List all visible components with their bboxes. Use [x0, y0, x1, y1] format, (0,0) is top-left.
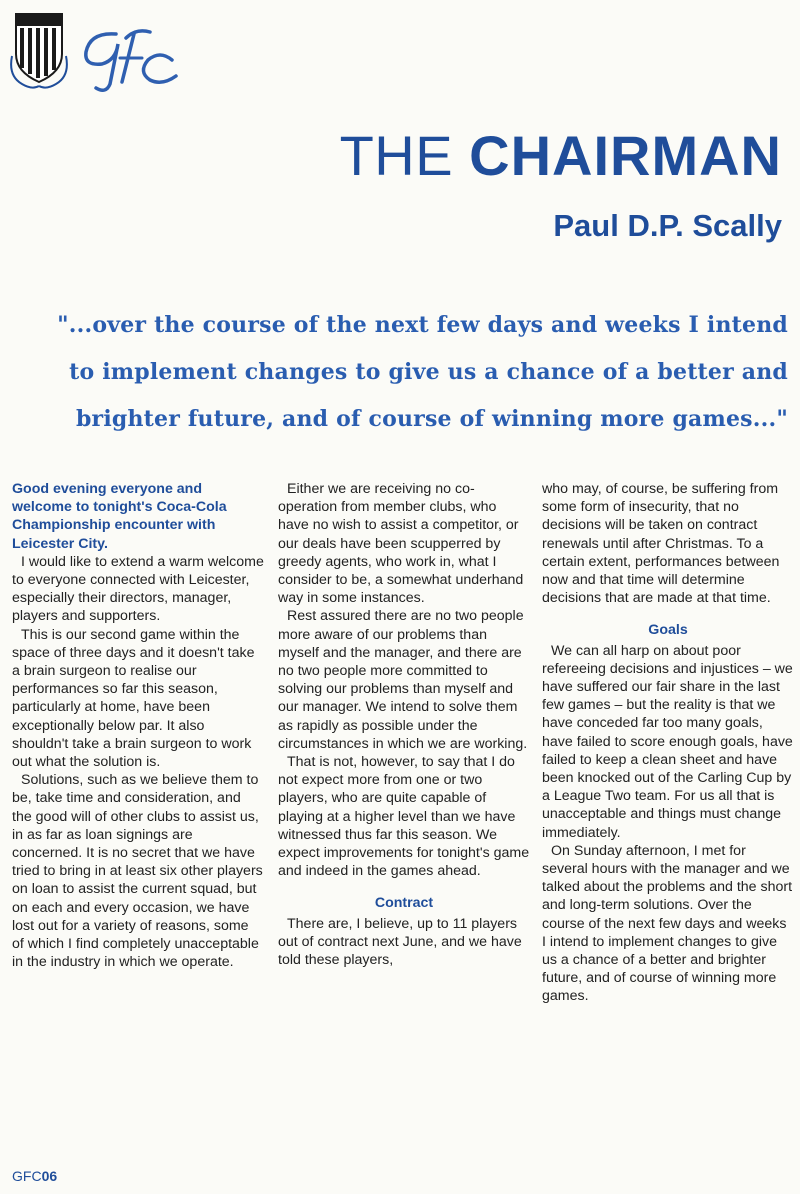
article-paragraph: Rest assured there are no two people more aware of our problems than myself and the manager, and there are no two people more committed to solving our problems than myself and our manager. We intend to solve them as rapidly as possible under the circumstances in which we are working.: [278, 608, 528, 752]
article-column-1: [12, 480, 264, 971]
article-column-2: [278, 480, 530, 969]
pull-quote-line: brighter future, and of course of winning more games...": [75, 406, 788, 432]
pull-quote-line: to implement changes to give us a chance of a better and: [69, 359, 788, 385]
article-paragraph: That is not, however, to say that I do not expect more from one or two players, who are quite capable of playing at a higher level than we have witnessed thus far this season. We expect improvements for tonight's game and indeed in the games ahead.: [278, 754, 530, 880]
article-paragraph: who may, of course, be suffering from some form of insecurity, that no decisions will be taken on contract renewals until after Christmas. To a certain extent, performances between now and that time will determine decisions that are made at that time.: [542, 481, 780, 607]
section-heading-goals: Goals: [648, 622, 688, 639]
page-title: [339, 124, 782, 187]
section-heading-contract: Contract: [374, 895, 434, 912]
page-number: [12, 1168, 57, 1184]
article-column-3: [542, 480, 794, 1006]
article-lead: Good evening everyone and welcome to tonight's Coca-Cola Championship encounter with Leicester City.: [12, 481, 227, 552]
article-paragraph: On Sunday afternoon, I met for several hours with the manager and we talked about the problems and the short and long-term solutions. Over the course of the next few days and weeks I intend to implement changes to give us a chance of a better and brighter future, and of course of winning more games.: [542, 842, 793, 1005]
club-crest-logo: [8, 6, 70, 92]
pull-quote: [8, 302, 788, 443]
article-paragraph: I would like to extend a warm welcome to everyone connected with Leicester, especially their directors, manager, players and supporters.: [12, 553, 264, 625]
article-paragraph: This is our second game within the space of three days and it doesn't take a brain surgeon to realise our performances so far this season, particularly at home, have been exceptionally below par. It also shouldn't take a brain surgeon to work out what the solution is.: [12, 626, 255, 771]
article-paragraph: We can all harp on about poor refereeing decisions and injustices – we have suffered our fair share in the last few games – but the reality is that we have conceded far too many goals, have failed to score enough goals, have failed to keep a clean sheet and have been knocked out of the Carling Cup by a League Two team. For us all that is unacceptable and things must change immediately.: [542, 642, 793, 841]
title-light: THE: [339, 124, 470, 187]
article-paragraph: Solutions, such as we believe them to be, take time and consideration, and the good will of other clubs to assist us, in as far as loan signings are concerned. It is no secret that we have tried to bring in at least six other players on loan to assist the current squad, but on each and every occasion, we have lost out for a variety of reasons, some of which I find completely unacceptable in the industry in which we operate.: [12, 772, 263, 971]
folio-prefix: GFC: [12, 1168, 42, 1184]
article-paragraph: Either we are receiving no co-operation from member clubs, who have no wish to assist a competitor, or our deals have been scupperred by greedy agents, who work in, what I consider to be, a somewhat underhand way in some instances.: [278, 481, 524, 607]
title-bold: CHAIRMAN: [469, 124, 782, 187]
article-paragraph: There are, I believe, up to 11 players out of contract next June, and we have told these players,: [278, 915, 522, 969]
pull-quote-line: "...over the course of the next few days and weeks I intend: [57, 312, 788, 338]
author-name: Paul D.P. Scally: [553, 208, 782, 243]
gfc-monogram-logo: [76, 24, 184, 94]
folio-number: 06: [41, 1168, 58, 1184]
